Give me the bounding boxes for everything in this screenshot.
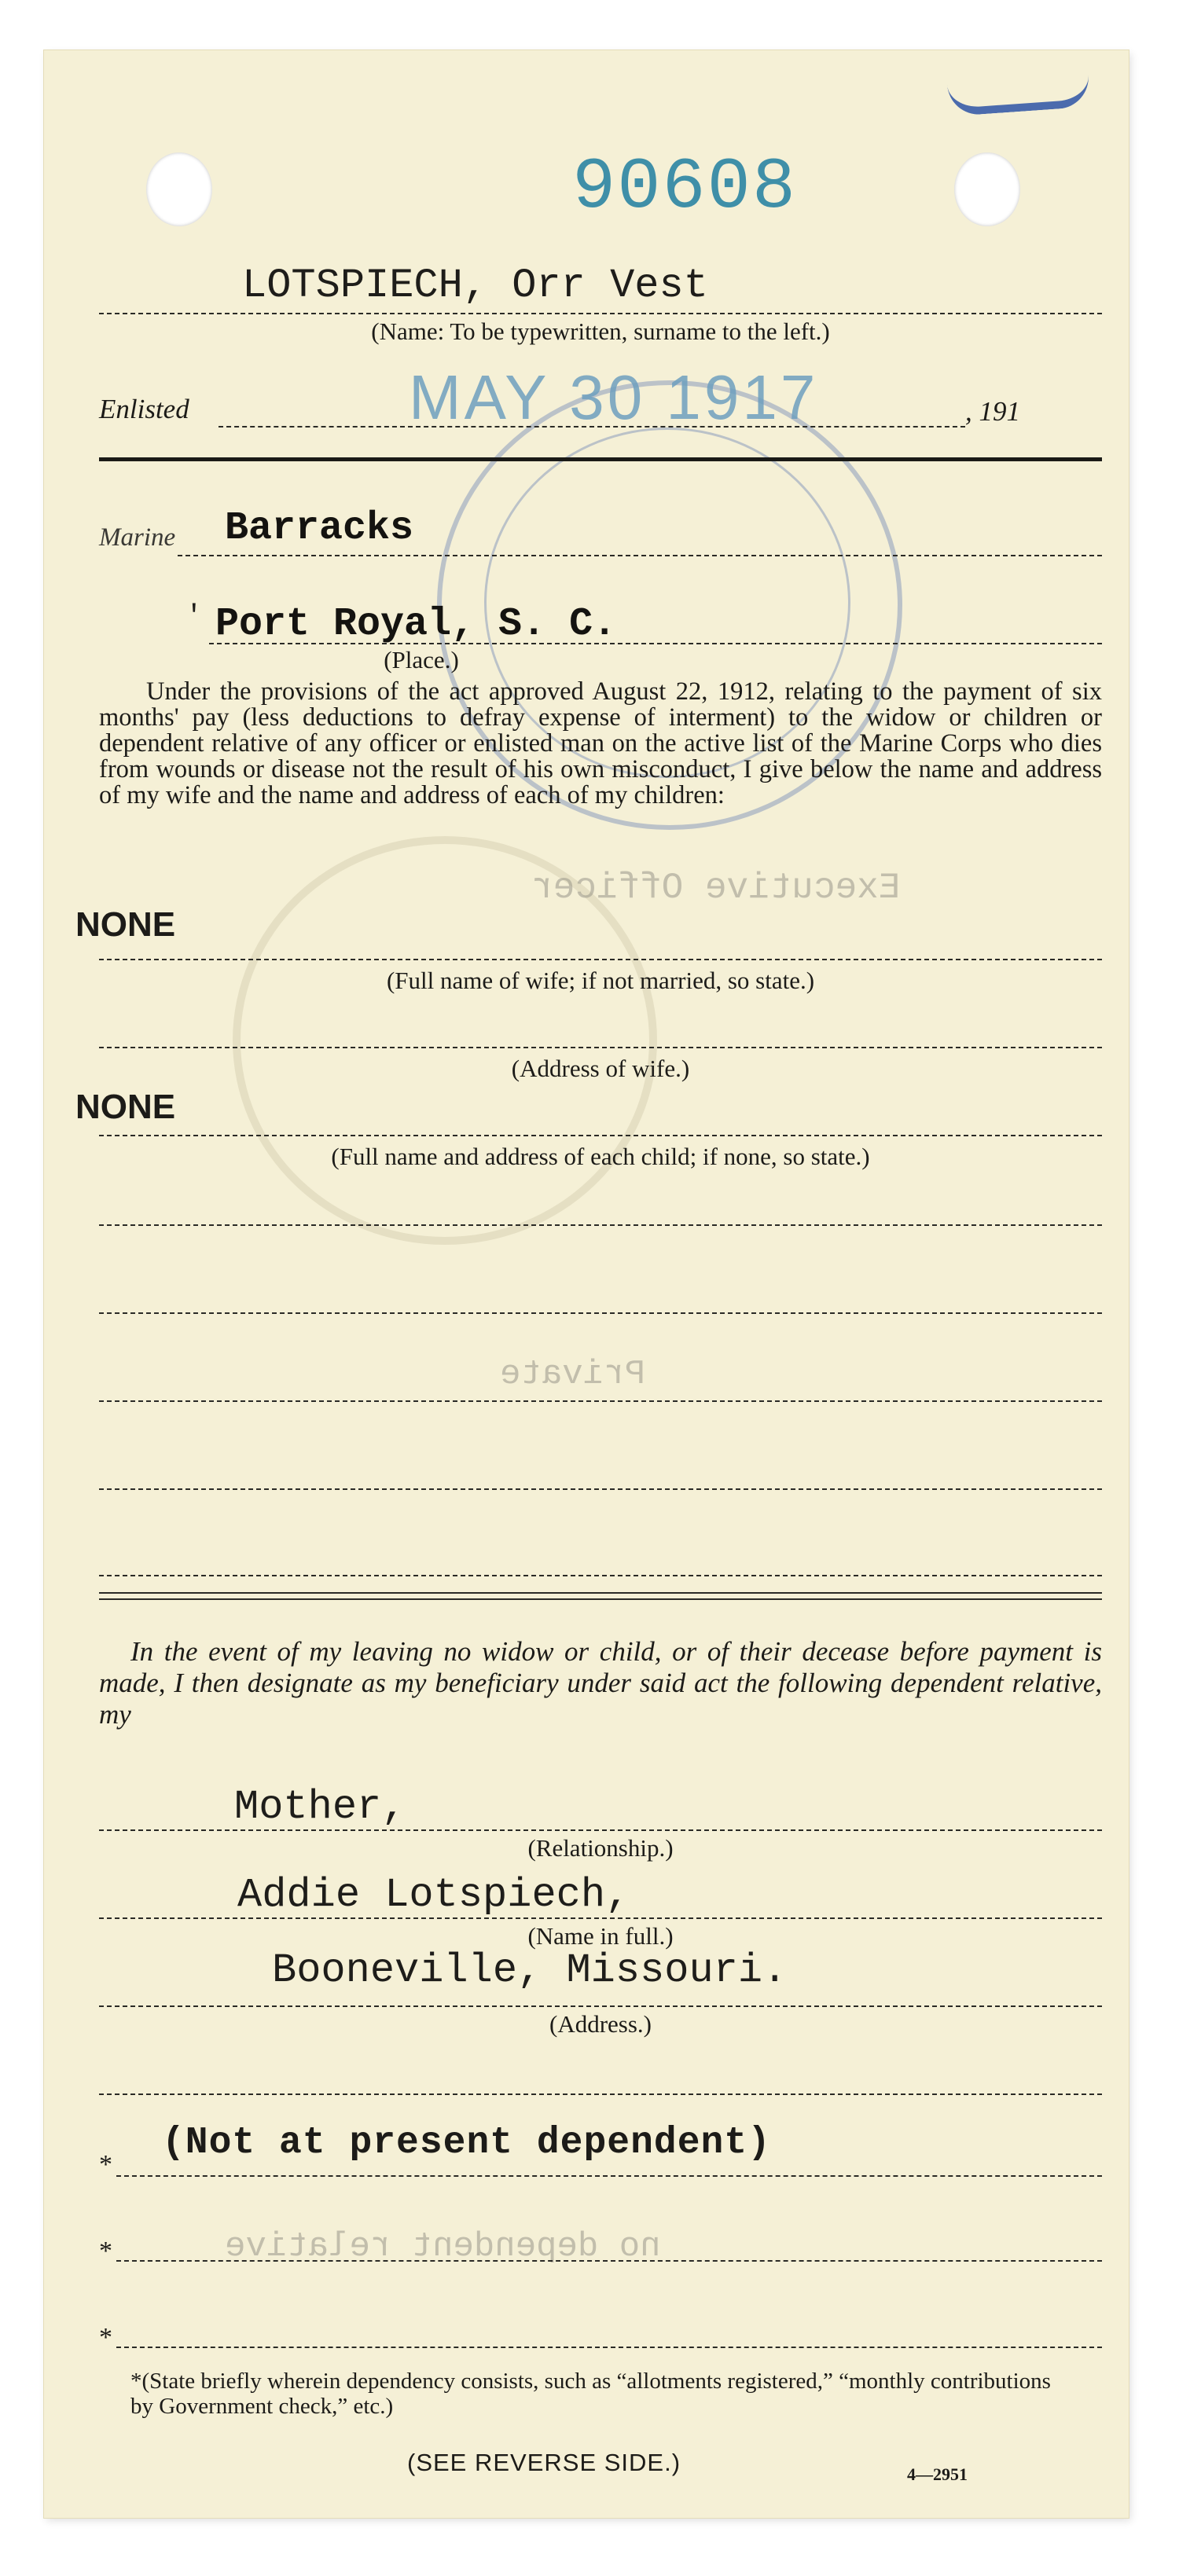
enlistment-beneficiary-card (44, 50, 1129, 2518)
relative-address-line-2 (99, 2093, 1102, 2095)
bleed-officer: Executive Officer (531, 868, 901, 908)
designation-paragraph: In the event of my leaving no widow or child, or of their decease before payment is made, I then designate as my beneficiary under said act the following dependent relative, my (99, 1636, 1102, 1730)
dependency-marker-3: * (99, 2323, 112, 2352)
name-line (99, 313, 1102, 314)
dependency-line-2 (116, 2260, 1102, 2262)
name-value: LOTSPIECH, Orr Vest (242, 262, 708, 309)
footnote: *(State briefly wherein dependency consists, such as “allotments registered,” “monthly contributions by Government check,” etc.) (130, 2369, 1051, 2419)
dependency-line-3 (116, 2347, 1102, 2348)
name-caption: (Name: To be typewritten, surname to the left.) (371, 317, 830, 345)
see-reverse-side: (SEE REVERSE SIDE.) (407, 2449, 681, 2476)
place-value: Port Royal, S. C. (215, 602, 617, 647)
double-rule-bottom (99, 1598, 1102, 1600)
punch-hole-left (146, 152, 212, 226)
relative-name-line (99, 1917, 1102, 1919)
provisions-paragraph: Under the provisions of the act approved August 22, 1912, relating to the payment of six months' pay (less deductions to defray expense of interment) to the widow or children or dependent relative of any officer or enlisted man on the active list of the Marine Corps who dies from wounds or disease not the result of his own misconduct, I give below the name and address of my wife and the name and address of each of my children: (99, 677, 1102, 809)
wife-address-line (99, 1047, 1102, 1048)
relative-address-line (99, 2005, 1102, 2007)
bleed-rank: Private (500, 1355, 645, 1394)
relationship-line (99, 1829, 1102, 1831)
double-rule-top (99, 1592, 1102, 1594)
dependency-line-1 (116, 2175, 1102, 2177)
children-value: NONE (75, 1088, 176, 1126)
station-line (178, 555, 1102, 556)
heavy-rule (99, 457, 1102, 461)
bleed-address: no dependent relative (225, 2227, 661, 2266)
ink-mark (946, 68, 1090, 116)
children-line-3 (99, 1312, 1102, 1314)
wife-name-line (99, 959, 1102, 960)
wife-name-caption: (Full name of wife; if not married, so state.) (386, 967, 815, 994)
enlisted-year: , 191 (965, 396, 1020, 427)
relative-address-caption: (Address.) (549, 2010, 652, 2038)
children-line-1 (99, 1135, 1102, 1136)
dependency-marker-1: * (99, 2150, 112, 2179)
children-caption: (Full name and address of each child; if none, so state.) (331, 1143, 870, 1170)
relationship-caption: (Relationship.) (527, 1834, 674, 1862)
place-caption: (Place.) (384, 646, 459, 673)
enlisted-date-stamp: MAY 30 1917 (409, 362, 819, 432)
enlisted-label: Enlisted (99, 394, 189, 424)
children-line-6 (99, 1575, 1102, 1576)
relative-name-caption: (Name in full.) (527, 1922, 674, 1950)
wife-value: NONE (75, 905, 176, 944)
dependency-line-1-value: (Not at present dependent) (162, 2122, 771, 2164)
station-value: Barracks (225, 506, 414, 551)
relative-name-value: Addie Lotspiech, (237, 1872, 630, 1918)
children-line-5 (99, 1488, 1102, 1490)
children-line-2 (99, 1224, 1102, 1226)
children-line-4 (99, 1400, 1102, 1402)
relationship-value: Mother, (234, 1784, 406, 1830)
place-mark: ' (185, 600, 203, 633)
relative-address-value: Booneville, Missouri. (272, 1947, 788, 1994)
punch-hole-right (954, 152, 1020, 226)
place-line (209, 643, 1102, 644)
serial-number: 90608 (572, 146, 798, 229)
dependency-marker-2: * (99, 2237, 112, 2266)
wife-address-caption: (Address of wife.) (511, 1055, 690, 1082)
form-number: 4—2951 (907, 2464, 968, 2484)
station-prefix: Marine (99, 523, 176, 552)
